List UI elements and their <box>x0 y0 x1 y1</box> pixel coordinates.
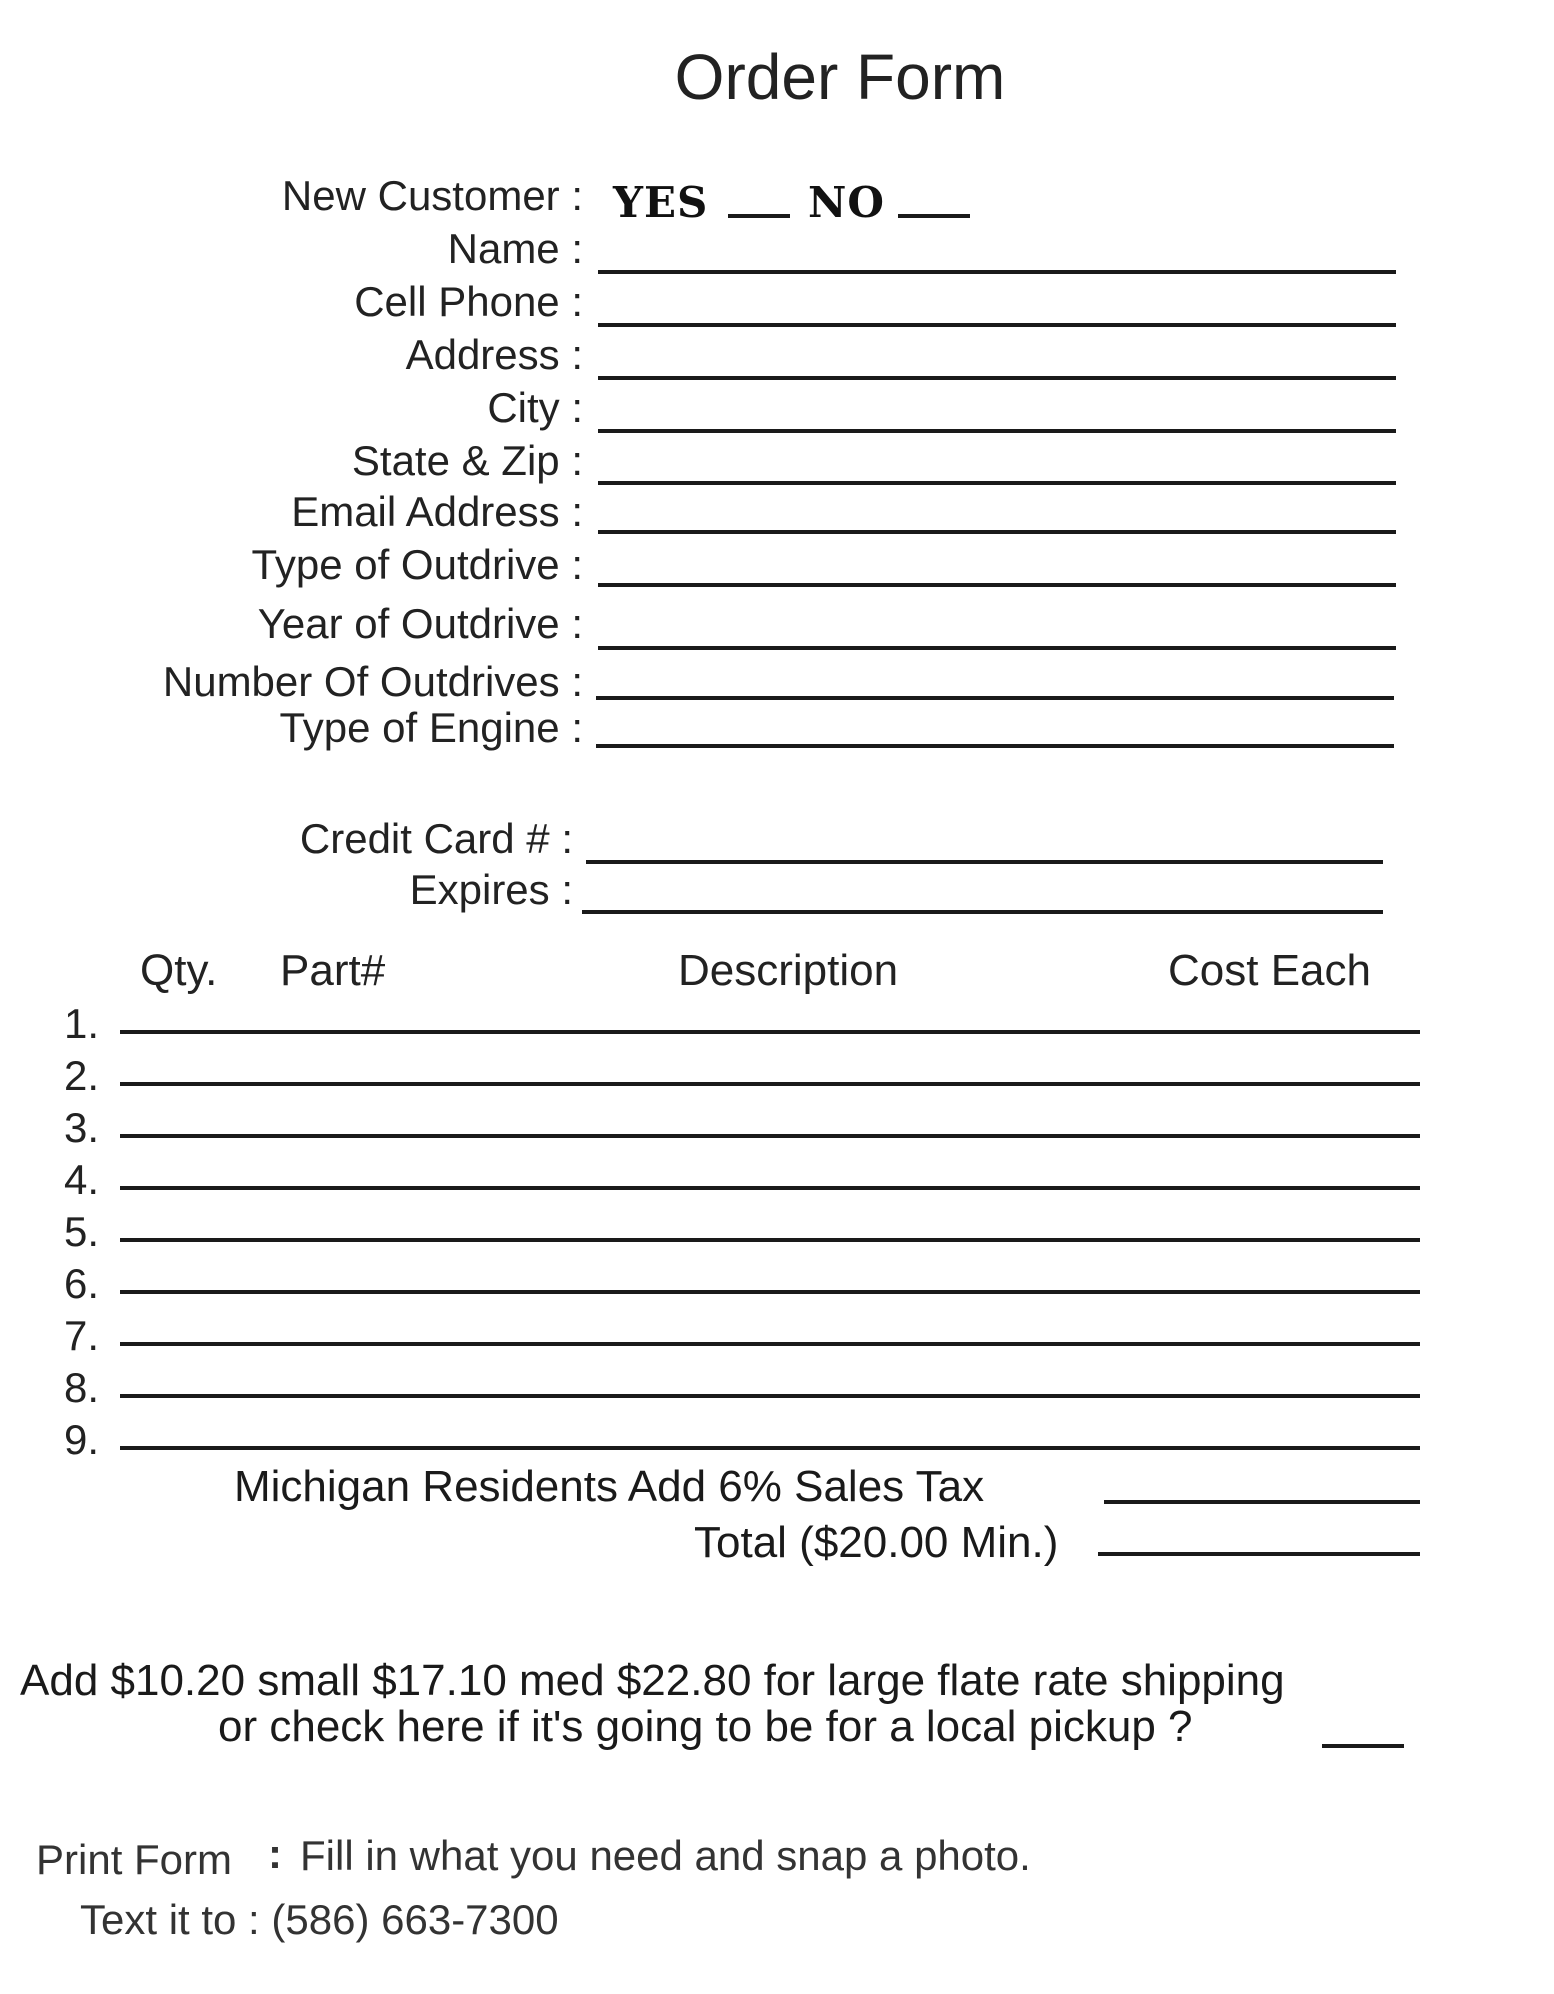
type-of-outdrive-field[interactable] <box>598 583 1396 587</box>
cell-phone-field[interactable] <box>598 323 1396 327</box>
print-form-label: Print Form <box>36 1836 233 1883</box>
print-form-instructions: Fill in what you need and snap a photo. <box>300 1832 1031 1879</box>
tax-field[interactable] <box>1104 1500 1420 1504</box>
row-number: 1. <box>64 1000 100 1047</box>
table-row[interactable] <box>120 1238 1420 1242</box>
row-number: 8. <box>64 1364 100 1411</box>
row-number: 6. <box>64 1260 100 1307</box>
row-number: 9. <box>64 1416 100 1463</box>
row-number: 7. <box>64 1312 100 1359</box>
label-type-of-outdrive: Type of Outdrive : <box>251 541 583 588</box>
shipping-rates-text: Add $10.20 small $17.10 med $22.80 for large flate rate shipping <box>20 1656 1285 1705</box>
label-name: Name : <box>447 225 583 272</box>
table-row[interactable] <box>120 1446 1420 1450</box>
credit-card-field[interactable] <box>586 860 1383 864</box>
yes-label: YES <box>613 178 709 227</box>
table-row[interactable] <box>120 1030 1420 1034</box>
name-field[interactable] <box>598 270 1396 274</box>
header-cost-each: Cost Each <box>1168 946 1371 995</box>
label-expires: Expires : <box>409 866 573 913</box>
table-row[interactable] <box>120 1290 1420 1294</box>
table-row[interactable] <box>120 1082 1420 1086</box>
yes-blank[interactable] <box>728 214 790 218</box>
year-of-outdrive-field[interactable] <box>598 646 1396 650</box>
local-pickup-checkbox[interactable] <box>1322 1744 1404 1748</box>
table-row[interactable] <box>120 1134 1420 1138</box>
label-cell-phone: Cell Phone : <box>354 278 583 325</box>
table-row[interactable] <box>120 1342 1420 1346</box>
colon-separator: : <box>268 1830 282 1877</box>
email-address-field[interactable] <box>598 530 1396 534</box>
header-description: Description <box>678 946 899 995</box>
row-number: 4. <box>64 1156 100 1203</box>
number-of-outdrives-field[interactable] <box>596 696 1394 700</box>
label-new-customer: New Customer : <box>281 172 583 219</box>
total-field[interactable] <box>1098 1552 1420 1556</box>
label-number-of-outdrives: Number Of Outdrives : <box>162 658 583 705</box>
header-qty: Qty. <box>140 946 218 995</box>
table-row[interactable] <box>120 1394 1420 1398</box>
no-label: NO <box>808 178 885 227</box>
state-zip-field[interactable] <box>598 481 1396 485</box>
text-it-to: Text it to : (586) 663-7300 <box>80 1896 559 1943</box>
row-number: 5. <box>64 1208 100 1255</box>
expires-field[interactable] <box>582 910 1383 914</box>
city-field[interactable] <box>598 429 1396 433</box>
label-credit-card: Credit Card # : <box>299 815 573 862</box>
label-address: Address : <box>405 331 583 378</box>
tax-label: Michigan Residents Add 6% Sales Tax <box>234 1462 985 1511</box>
label-state-zip: State & Zip : <box>351 437 583 484</box>
type-of-engine-field[interactable] <box>596 744 1394 748</box>
label-year-of-outdrive: Year of Outdrive : <box>257 600 583 647</box>
label-email-address: Email Address : <box>291 488 583 535</box>
row-number: 3. <box>64 1104 100 1151</box>
table-row[interactable] <box>120 1186 1420 1190</box>
no-blank[interactable] <box>898 214 970 218</box>
row-number: 2. <box>64 1052 100 1099</box>
local-pickup-text: or check here if it's going to be for a local pickup ? <box>218 1702 1193 1751</box>
header-part-number: Part# <box>280 946 386 995</box>
page-title: Order Form <box>674 41 1006 113</box>
label-city: City : <box>487 384 583 431</box>
address-field[interactable] <box>598 376 1396 380</box>
label-type-of-engine: Type of Engine : <box>279 704 583 751</box>
total-label: Total ($20.00 Min.) <box>694 1518 1059 1567</box>
